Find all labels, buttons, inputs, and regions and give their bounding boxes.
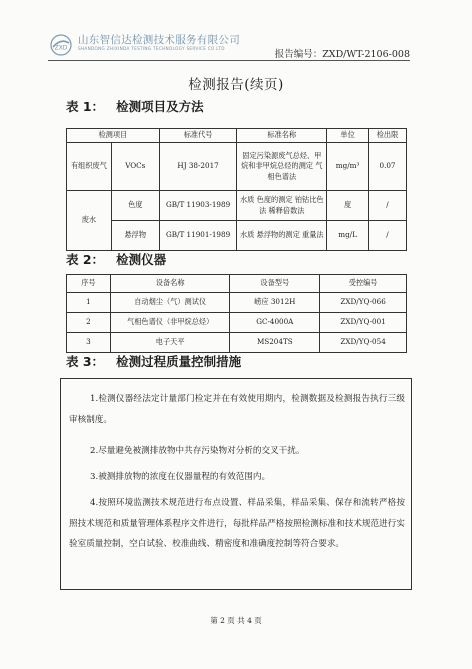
section3-label: 表 3：	[66, 354, 105, 369]
header-cell: 标准名称	[237, 129, 327, 143]
category-cell: 有组织废气	[67, 143, 112, 191]
equipment-name-cell: 电子天平	[110, 333, 230, 353]
item-cell: 色度	[111, 191, 159, 221]
category-cell: 废水	[67, 191, 112, 251]
control-id-cell: ZXD/YQ-001	[320, 313, 407, 333]
table2-heading	[66, 250, 166, 268]
equipment-name-cell: 自动烟尘（气）测试仪	[110, 293, 230, 313]
company-logo-icon	[50, 34, 72, 56]
limit-cell: 0.07	[369, 143, 407, 191]
limit-cell: /	[369, 221, 407, 251]
code-cell: HJ 38-2017	[159, 143, 237, 191]
company-name-cn: 山东智信达检测技术服务有限公司	[78, 34, 240, 46]
header-cell: 检出限	[369, 129, 407, 143]
page-title: 检测报告(续页)	[188, 77, 284, 93]
table-row	[67, 333, 407, 353]
equipment-name-cell: 气相色谱仪（非甲烷总烃）	[110, 313, 230, 333]
svg-text:ZXD: ZXD	[54, 44, 68, 52]
model-cell: 崂应 3012H	[230, 293, 320, 313]
instruments-table	[66, 274, 407, 353]
control-id-cell: ZXD/YQ-054	[320, 333, 407, 353]
code-cell: GB/T 11901-1989	[159, 221, 237, 251]
header-cell: 设备型号	[230, 275, 320, 293]
header-cell: 受控编号	[320, 275, 407, 293]
table-row	[67, 191, 407, 221]
no-cell: 1	[67, 293, 111, 313]
report-number: 报告编号：ZXD/WT-2106-008	[274, 49, 410, 60]
item-cell: 悬浮物	[111, 221, 159, 251]
quality-control-box	[60, 378, 412, 590]
header-cell: 设备名称	[110, 275, 230, 293]
section3-title: 检测过程质量控制措施	[116, 354, 242, 369]
header-divider	[48, 60, 410, 61]
unit-cell: 度	[327, 191, 369, 221]
item-cell: VOCs	[111, 143, 159, 191]
table1-label: 表 1：	[66, 99, 105, 114]
unit-cell: mg/m³	[327, 143, 369, 191]
control-id-cell: ZXD/YQ-066	[320, 293, 407, 313]
name-cell: 水质 悬浮物的测定 重量法	[237, 221, 327, 251]
table1-heading	[66, 97, 204, 115]
table2-title: 检测仪器	[116, 252, 167, 267]
page-header	[0, 0, 472, 64]
code-cell: GB/T 11903-1989	[159, 191, 237, 221]
header-cell: 序号	[67, 275, 111, 293]
qc-paragraph: 4.按照环境监测技术规范进行布点设置、样品采集，样品采集、保存和流转严格按照技术规范和质量管理体系程序文件进行，每批样品严格按照检测标准和技术规范进行实验室质量控制，空白试验、校准曲线、精密度和准确度控制等符合要求。	[69, 498, 405, 550]
company-name-en: SHANDONG ZHIXINDA TESTING TECHNOLOGY SERVICE CO LTD	[78, 46, 225, 51]
header-cell: 标准代号	[159, 129, 237, 143]
header-cell: 检测项目	[67, 129, 160, 143]
section3-heading	[66, 352, 241, 370]
table1-title: 检测项目及方法	[116, 99, 204, 114]
table-row	[67, 313, 407, 333]
name-cell: 固定污染源废气总烃、甲烷和非甲烷总烃的测定 气相色谱法	[237, 143, 327, 191]
table-header-row	[67, 275, 407, 293]
name-cell: 水质 色度的测定 铂钴比色法 稀释倍数法	[237, 191, 327, 221]
qc-paragraph: 3.被测排放物的浓度在仪器量程的有效范围内。	[90, 472, 271, 482]
no-cell: 3	[67, 333, 111, 353]
table-header-row	[67, 129, 407, 143]
limit-cell: /	[369, 191, 407, 221]
qc-paragraph: 2.尽量避免被测排放物中共存污染物对分析的交叉干扰。	[90, 446, 305, 456]
table2-label: 表 2：	[66, 252, 105, 267]
test-methods-table	[66, 128, 407, 251]
model-cell: MS204TS	[230, 333, 320, 353]
table-row	[67, 143, 407, 191]
unit-cell: mg/L	[327, 221, 369, 251]
page-number: 第 2 页 共 4 页	[210, 616, 262, 625]
header-cell: 单位	[327, 129, 369, 143]
table-row	[67, 221, 407, 251]
model-cell: GC-4000A	[230, 313, 320, 333]
no-cell: 2	[67, 313, 111, 333]
table-row	[67, 293, 407, 313]
qc-paragraph: 1.检测仪器经法定计量部门检定并在有效使用期内，检测数据及检测报告执行三级审核制度。	[69, 394, 405, 425]
